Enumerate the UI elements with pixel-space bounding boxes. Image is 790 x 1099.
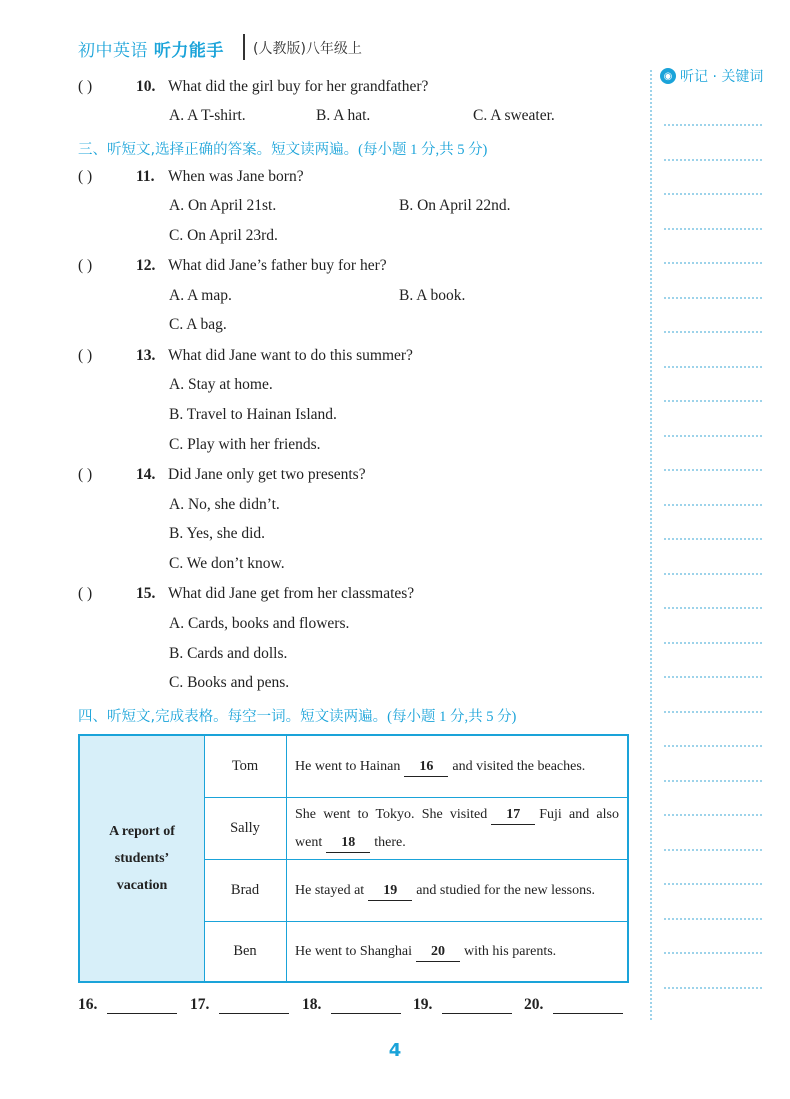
option-10c: C. A sweater. <box>473 107 555 124</box>
option-13b: B. Travel to Hainan Island. <box>169 406 337 423</box>
table-title-cell <box>80 736 205 981</box>
note-line[interactable] <box>664 262 762 264</box>
note-line[interactable] <box>664 573 762 575</box>
header-edition: (人教版)八年级上 <box>253 41 362 57</box>
option-12c: C. A bag. <box>169 316 227 333</box>
header-brand <box>78 36 224 61</box>
blank-17[interactable]: 17 <box>491 806 535 825</box>
question-number: 13. <box>136 347 156 364</box>
header-divider <box>243 34 245 60</box>
row-text: He went to Hainan 16 and visited the beaches. <box>295 736 619 797</box>
question-number: 14. <box>136 466 156 483</box>
note-line[interactable] <box>664 228 762 230</box>
note-line[interactable] <box>664 469 762 471</box>
answer-18: 18. <box>302 995 401 1014</box>
header-title: 听力能手 <box>153 41 224 61</box>
note-line[interactable] <box>664 918 762 920</box>
option-14a: A. No, she didn’t. <box>169 496 280 513</box>
answer-line-17[interactable] <box>219 995 289 1014</box>
answer-line-19[interactable] <box>442 995 512 1014</box>
blank-20[interactable]: 20 <box>416 943 460 962</box>
option-11c: C. On April 23rd. <box>169 227 278 244</box>
note-line[interactable] <box>664 193 762 195</box>
table-row-sally <box>204 798 627 860</box>
answer-16: 16. <box>78 995 177 1014</box>
note-line[interactable] <box>664 642 762 644</box>
page-number: 4 <box>388 1040 402 1061</box>
table-row-brad <box>204 860 627 922</box>
answer-bracket[interactable]: ( ) <box>78 168 93 185</box>
question-text: When was Jane born? <box>168 168 304 185</box>
question-12 <box>78 257 387 275</box>
answer-line-16[interactable] <box>107 995 177 1014</box>
question-number: 11. <box>136 168 155 185</box>
option-14c: C. We don’t know. <box>169 555 285 572</box>
note-line[interactable] <box>664 366 762 368</box>
option-12b: B. A book. <box>399 287 466 304</box>
question-text: What did the girl buy for her grandfather? <box>168 78 429 95</box>
note-line[interactable] <box>664 745 762 747</box>
student-name: Sally <box>204 798 287 859</box>
answer-bracket[interactable]: ( ) <box>78 585 93 602</box>
answer-bracket[interactable]: ( ) <box>78 347 93 364</box>
row-text: He went to Shanghai 20 with his parents. <box>295 922 619 981</box>
option-10b: B. A hat. <box>316 107 371 124</box>
student-name: Brad <box>204 860 287 921</box>
note-line[interactable] <box>664 987 762 989</box>
question-text: What did Jane get from her classmates? <box>168 585 415 602</box>
answer-17: 17. <box>190 995 289 1014</box>
question-number: 10. <box>136 78 156 95</box>
note-line[interactable] <box>664 607 762 609</box>
note-line[interactable] <box>664 883 762 885</box>
table-row-tom <box>204 736 627 798</box>
question-number: 12. <box>136 257 156 274</box>
blank-19[interactable]: 19 <box>368 882 412 901</box>
student-name: Tom <box>204 736 287 797</box>
note-line[interactable] <box>664 331 762 333</box>
option-15a: A. Cards, books and flowers. <box>169 615 350 632</box>
notes-header <box>660 66 763 86</box>
note-line[interactable] <box>664 504 762 506</box>
note-line[interactable] <box>664 952 762 954</box>
student-name: Ben <box>204 922 287 981</box>
table-row-ben <box>204 922 627 981</box>
note-line[interactable] <box>664 711 762 713</box>
option-10a: A. A T-shirt. <box>169 107 246 124</box>
answer-bracket[interactable]: ( ) <box>78 257 93 274</box>
note-line[interactable] <box>664 849 762 851</box>
question-14 <box>78 466 366 484</box>
note-line[interactable] <box>664 814 762 816</box>
blank-18[interactable]: 18 <box>326 834 370 853</box>
question-15 <box>78 585 414 603</box>
question-text: Did Jane only get two presents? <box>168 466 366 483</box>
note-line[interactable] <box>664 297 762 299</box>
answer-bracket[interactable]: ( ) <box>78 466 93 483</box>
option-15b: B. Cards and dolls. <box>169 645 288 662</box>
question-text: What did Jane’s father buy for her? <box>168 257 387 274</box>
note-line[interactable] <box>664 435 762 437</box>
answer-19: 19. <box>413 995 512 1014</box>
answer-line-18[interactable] <box>331 995 401 1014</box>
header-series: 初中英语 <box>78 41 148 61</box>
notes-title: 听记 · 关键词 <box>680 69 764 85</box>
option-12a: A. A map. <box>169 287 232 304</box>
question-13 <box>78 347 413 365</box>
note-line[interactable] <box>664 400 762 402</box>
question-number: 15. <box>136 585 156 602</box>
section-4-title: 四、听短文,完成表格。每空一词。短文读两遍。(每小题 1 分,共 5 分) <box>78 709 517 725</box>
section-3-title: 三、听短文,选择正确的答案。短文读两遍。(每小题 1 分,共 5 分) <box>78 142 488 158</box>
note-line[interactable] <box>664 159 762 161</box>
answer-bracket[interactable]: ( ) <box>78 78 93 95</box>
option-15c: C. Books and pens. <box>169 674 290 691</box>
vacation-report-table <box>78 734 629 983</box>
question-10 <box>78 78 428 96</box>
option-13a: A. Stay at home. <box>169 376 273 393</box>
option-11b: B. On April 22nd. <box>399 197 511 214</box>
option-13c: C. Play with her friends. <box>169 436 321 453</box>
question-11 <box>78 168 304 186</box>
row-text: She went to Tokyo. She visited 17 Fuji and also went 18 there. <box>295 798 619 859</box>
question-text: What did Jane want to do this summer? <box>168 347 413 364</box>
table-title-line: students’ <box>114 851 170 866</box>
table-title-line: A report of <box>109 824 175 839</box>
table-title-line: vacation <box>116 878 168 893</box>
note-line[interactable] <box>664 676 762 678</box>
option-14b: B. Yes, she did. <box>169 525 266 542</box>
note-line[interactable] <box>664 124 762 126</box>
answer-20: 20. <box>524 995 623 1014</box>
note-line[interactable] <box>664 780 762 782</box>
row-text: He stayed at 19 and studied for the new lessons. <box>295 860 619 921</box>
answer-line-20[interactable] <box>553 995 623 1014</box>
note-line[interactable] <box>664 538 762 540</box>
headphone-icon: ◉ <box>660 68 676 84</box>
option-11a: A. On April 21st. <box>169 197 277 214</box>
notes-divider <box>650 70 652 1020</box>
blank-16[interactable]: 16 <box>404 758 448 777</box>
